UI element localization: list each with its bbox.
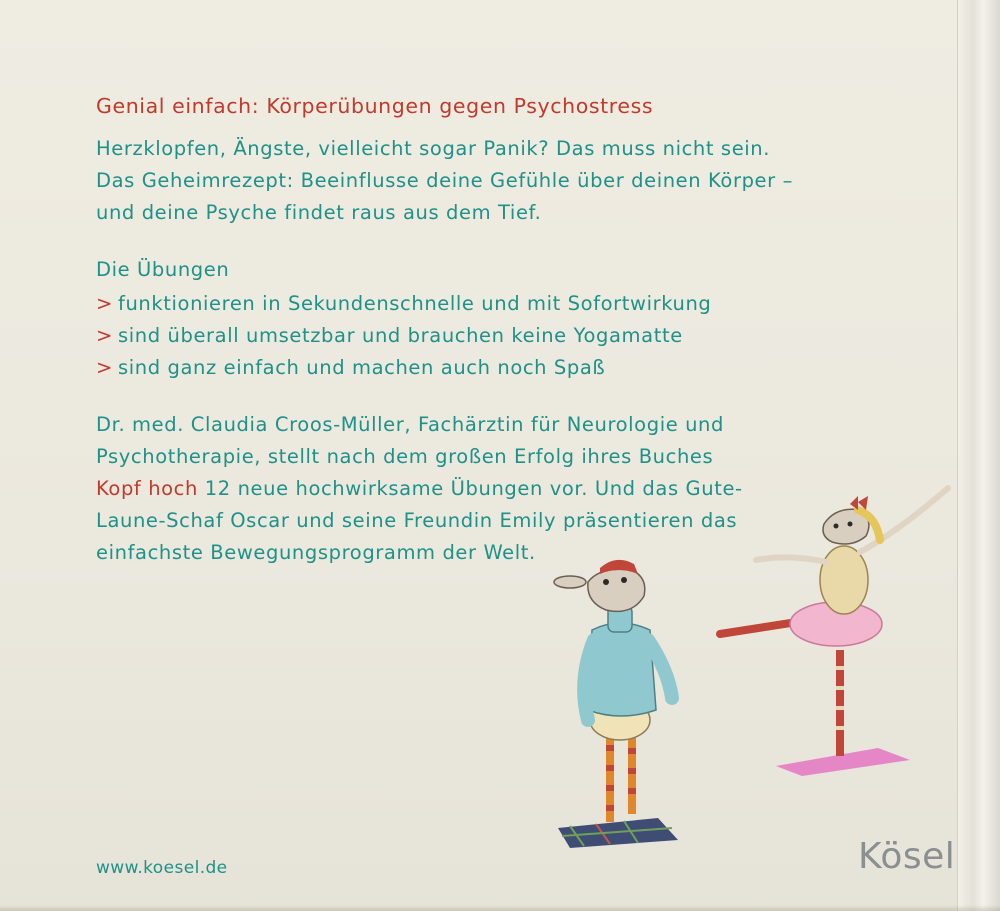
- intro-line: Herzklopfen, Ängste, vielleicht sogar Panik? Das muss nicht sein.: [96, 137, 771, 160]
- intro-line: Das Geheimrezept: Beeinflusse deine Gefühle über deinen Körper –: [96, 169, 793, 192]
- bullet-arrow-icon: >: [96, 324, 113, 347]
- emily-ballerina-sheep-figure: [720, 488, 948, 756]
- oscar-sheep-figure: [554, 560, 672, 822]
- book-spine-edge: [957, 0, 1000, 911]
- author-line: Dr. med. Claudia Croos-Müller, Fachärztin für Neurologie und: [96, 413, 724, 436]
- book-title-reference: Kopf hoch: [96, 477, 198, 500]
- intro-paragraph: [96, 134, 793, 230]
- list-item: [96, 353, 711, 385]
- list-item-text: funktionieren in Sekundenschnelle und mit Sofortwirkung: [118, 292, 712, 315]
- exercise-list: [96, 289, 711, 385]
- cover-heading: Genial einfach: Körperübungen gegen Psychostress: [96, 94, 654, 118]
- intro-line: und deine Psyche findet raus aus dem Tief.: [96, 201, 542, 224]
- publisher-website: www.koesel.de: [96, 858, 228, 878]
- author-line: Psychotherapie, stellt nach dem großen Erfolg ihres Buches: [96, 445, 714, 468]
- author-line: einfachste Bewegungsprogramm der Welt.: [96, 541, 536, 564]
- author-line-rest: 12 neue hochwirksame Übungen vor. Und das Gute-: [197, 477, 743, 500]
- bullet-arrow-icon: >: [96, 356, 113, 379]
- list-item-text: sind ganz einfach und machen auch noch Spaß: [118, 356, 606, 379]
- list-item-text: sind überall umsetzbar und brauchen keine Yogamatte: [118, 324, 683, 347]
- oscar-plaid-mat-icon: [558, 818, 678, 848]
- list-item: [96, 289, 711, 321]
- author-line: Laune-Schaf Oscar und seine Freundin Emily präsentieren das: [96, 509, 738, 532]
- cover-bottom-shadow: [0, 905, 1000, 911]
- list-item: [96, 321, 711, 353]
- exercises-heading: Die Übungen: [96, 258, 230, 281]
- bullet-arrow-icon: >: [96, 292, 113, 315]
- sheep-illustration: [540, 470, 960, 850]
- publisher-logo: Kösel: [858, 836, 956, 877]
